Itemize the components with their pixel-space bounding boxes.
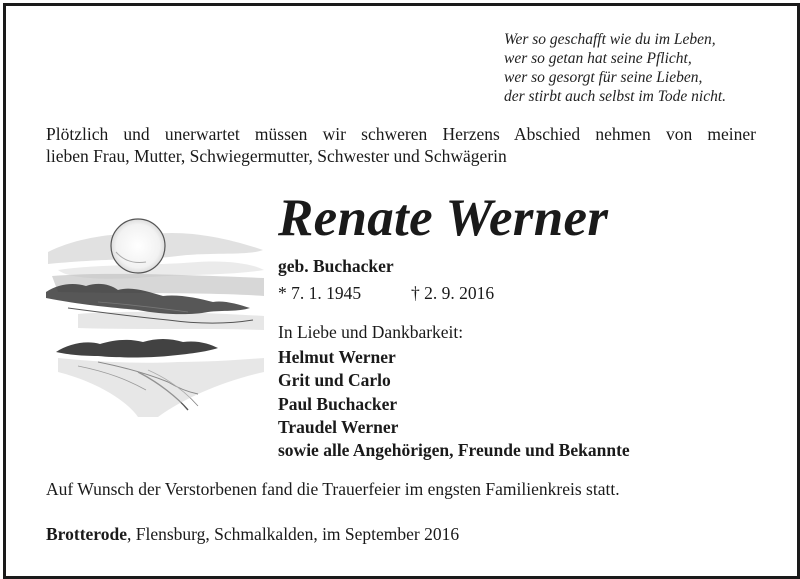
mourner-name: sowie alle Angehörigen, Freunde und Bekannte	[278, 440, 630, 461]
poem-line: Wer so geschafft wie du im Leben,	[504, 31, 716, 48]
poem-line: wer so getan hat seine Pflicht,	[504, 50, 692, 67]
mourners-heading: In Liebe und Dankbarkeit:	[278, 322, 464, 342]
intro-line: lieben Frau, Mutter, Schwiegermutter, Schwester und Schwägerin	[46, 146, 507, 166]
mourner-name: Helmut Werner	[278, 347, 396, 367]
mourners-list	[278, 346, 630, 462]
moon-landscape-illustration	[38, 212, 268, 417]
mourner-name: Grit und Carlo	[278, 370, 391, 391]
mourner-name: Traudel Werner	[278, 416, 399, 437]
deceased-name: Renate Werner	[278, 189, 609, 247]
birth-name: geb. Buchacker	[278, 256, 394, 276]
funeral-notice: Auf Wunsch der Verstorbenen fand die Trauerfeier im engsten Familienkreis statt.	[46, 479, 620, 499]
poem-line: der stirbt auch selbst im Tode nicht.	[504, 88, 727, 105]
place-rest: , Flensburg, Schmalkalden, im September 2016	[127, 524, 460, 544]
birth-date: * 7. 1. 1945	[278, 283, 362, 303]
memorial-poem	[504, 30, 726, 106]
mourner-name: Paul Buchacker	[278, 393, 398, 414]
poem-line: wer so gesorgt für seine Lieben,	[504, 69, 703, 86]
place-and-date	[46, 524, 459, 545]
moon-icon	[111, 219, 165, 273]
place-town: Brotterode	[46, 524, 127, 544]
intro-line: Plötzlich und unerwartet müssen wir schweren Herzens Abschied nehmen von meiner	[46, 124, 756, 144]
death-date: † 2. 9. 2016	[411, 283, 495, 303]
intro-text	[46, 123, 756, 167]
ground-wash	[58, 358, 264, 417]
life-dates	[278, 283, 495, 304]
